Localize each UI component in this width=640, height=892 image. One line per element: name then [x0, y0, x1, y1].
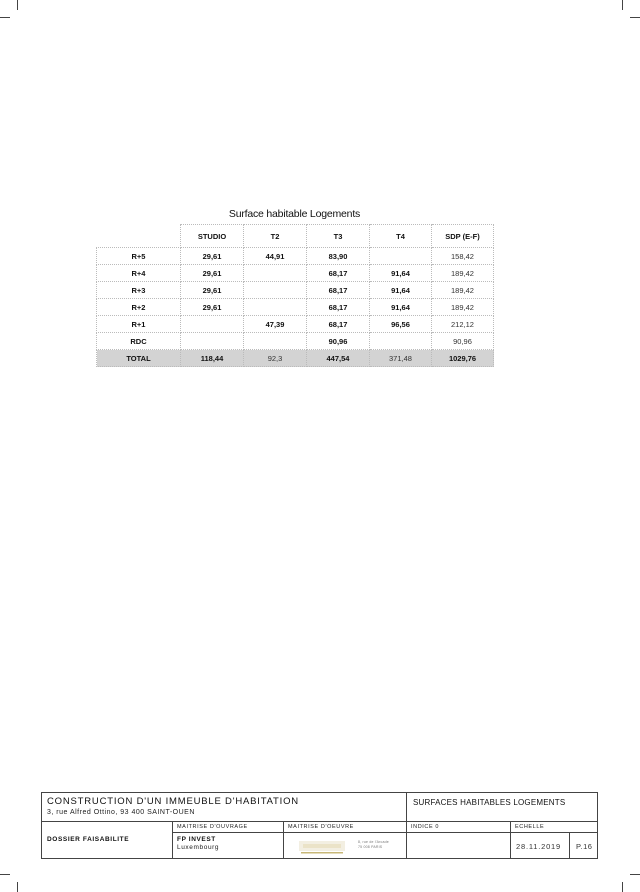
- table-cell: 447,54: [307, 350, 370, 367]
- client-name: FP INVEST: [177, 836, 216, 843]
- maitrise-ouvrage-label: MAITRISE D'OUVRAGE: [177, 824, 248, 830]
- table-cell: 44,91: [244, 248, 307, 265]
- table-row: [97, 265, 494, 282]
- table-cell: 68,17: [307, 299, 370, 316]
- table-cell: 83,90: [307, 248, 370, 265]
- table-cell: 189,42: [432, 265, 494, 282]
- sheet-title: SURFACES HABITABLES LOGEMENTS: [413, 798, 566, 807]
- crop-mark: [630, 17, 640, 18]
- table-cell: 91,64: [370, 282, 432, 299]
- table-cell: [244, 265, 307, 282]
- table-cell: 47,39: [244, 316, 307, 333]
- table-cell: 96,56: [370, 316, 432, 333]
- table-cell: 68,17: [307, 282, 370, 299]
- divider: [406, 793, 407, 821]
- crop-mark: [622, 882, 623, 892]
- project-address: 3, rue Alfred Ottino, 93 400 SAINT-OUEN: [47, 809, 195, 816]
- crop-mark: [0, 874, 10, 875]
- table-title: Surface habitable Logements: [228, 208, 361, 220]
- phase-label: DOSSIER FAISABILITE: [47, 836, 130, 843]
- architect-address: 8, rue de l'Arcade 75 008 PARIS: [358, 840, 389, 849]
- issue-date: 28.11.2019: [516, 842, 561, 851]
- row-label: RDC: [97, 333, 181, 350]
- table-cell: 91,64: [370, 299, 432, 316]
- divider: [172, 821, 173, 858]
- column-header: T4: [370, 225, 432, 248]
- divider: [406, 821, 407, 858]
- maitrise-oeuvre-label: MAITRISE D'OEUVRE: [288, 824, 354, 830]
- column-header: SDP (E-F): [432, 225, 494, 248]
- table-cell: 90,96: [307, 333, 370, 350]
- surfaces-table: [96, 224, 494, 367]
- table-cell: 29,61: [181, 282, 244, 299]
- crop-mark: [17, 882, 18, 892]
- table-cell: 29,61: [181, 248, 244, 265]
- table-cell: 68,17: [307, 265, 370, 282]
- row-label: TOTAL: [97, 350, 181, 367]
- crop-mark: [630, 874, 640, 875]
- row-label: R+2: [97, 299, 181, 316]
- indice-label: INDICE 0: [411, 824, 440, 830]
- divider: [283, 821, 284, 858]
- title-block: [41, 792, 598, 859]
- row-label: R+1: [97, 316, 181, 333]
- architect-logo: [297, 838, 349, 856]
- table-cell: [370, 333, 432, 350]
- table-cell: 212,12: [432, 316, 494, 333]
- crop-mark: [0, 17, 10, 18]
- client-city: Luxembourg: [177, 844, 220, 851]
- divider: [569, 832, 570, 858]
- table-cell: 91,64: [370, 265, 432, 282]
- column-header: STUDIO: [181, 225, 244, 248]
- table-header-row: [97, 225, 494, 248]
- table-cell: [370, 248, 432, 265]
- echelle-label: ECHELLE: [515, 824, 545, 830]
- table-cell: [244, 282, 307, 299]
- table-row: [97, 333, 494, 350]
- divider: [42, 821, 597, 822]
- table-row: [97, 316, 494, 333]
- crop-mark: [622, 0, 623, 10]
- header-corner: [97, 225, 181, 248]
- table-cell: 92,3: [244, 350, 307, 367]
- column-header: T2: [244, 225, 307, 248]
- table-cell: [244, 333, 307, 350]
- table-cell: 68,17: [307, 316, 370, 333]
- crop-mark: [17, 0, 18, 10]
- table-cell: 189,42: [432, 299, 494, 316]
- table-cell: [244, 299, 307, 316]
- table-cell: 1029,76: [432, 350, 494, 367]
- table-cell: 118,44: [181, 350, 244, 367]
- column-header: T3: [307, 225, 370, 248]
- table-cell: 29,61: [181, 299, 244, 316]
- table-cell: 90,96: [432, 333, 494, 350]
- table-cell: 158,42: [432, 248, 494, 265]
- row-label: R+4: [97, 265, 181, 282]
- table-cell: [181, 316, 244, 333]
- divider: [510, 821, 511, 858]
- page-number: P.16: [576, 842, 593, 851]
- project-title: CONSTRUCTION D'UN IMMEUBLE D'HABITATION: [47, 796, 299, 807]
- table-cell: [181, 333, 244, 350]
- total-row: [97, 350, 494, 367]
- table-cell: 29,61: [181, 265, 244, 282]
- table-cell: 189,42: [432, 282, 494, 299]
- table-row: [97, 282, 494, 299]
- table-cell: 371,48: [370, 350, 432, 367]
- row-label: R+5: [97, 248, 181, 265]
- divider: [172, 832, 597, 833]
- table-row: [97, 248, 494, 265]
- table-row: [97, 299, 494, 316]
- row-label: R+3: [97, 282, 181, 299]
